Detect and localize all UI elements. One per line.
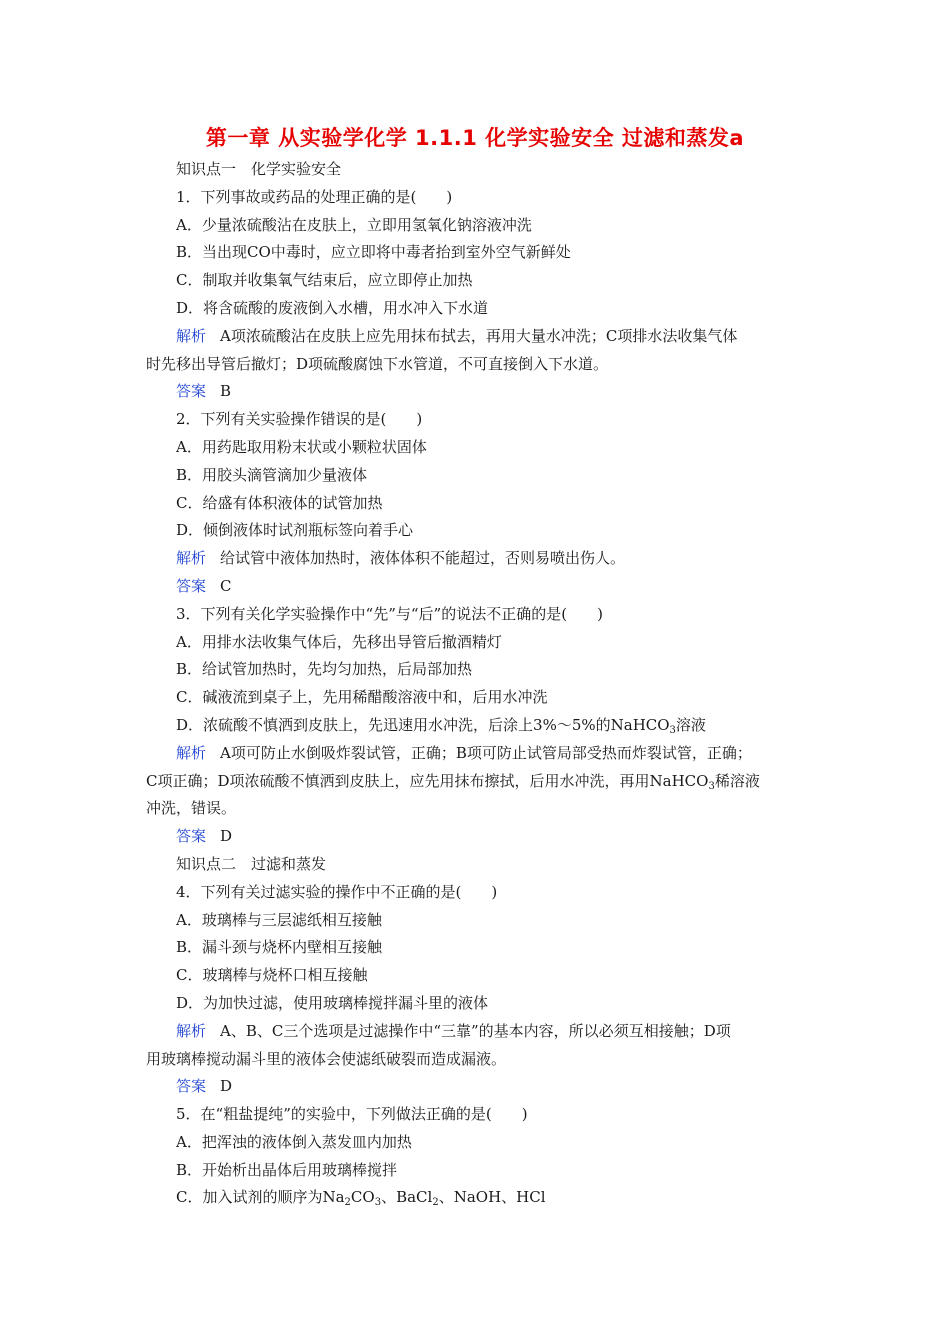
explanation-line: 解析 给试管中液体加热时，液体体积不能超过，否则易喷出伤人。 (176, 549, 626, 568)
explanation-line: C项正确；D项浓硫酸不慎洒到皮肤上，应先用抹布擦拭，后用水冲洗，再用NaHCO$_3$稀溶液 (146, 771, 760, 792)
answer-line: 答案 D (176, 827, 233, 846)
option: D．将含硫酸的废液倒入水槽，用水冲入下水道 (176, 298, 489, 317)
explanation-line: 解析 A、B、C三个选项是过滤操作中“三靠”的基本内容，所以必须互相接触；D项 (176, 1021, 731, 1040)
option: B．当出现CO中毒时，应立即将中毒者抬到室外空气新鲜处 (176, 243, 571, 262)
explanation-label: 解析 (176, 743, 207, 762)
answer-label: 答案 (176, 382, 207, 401)
question-stem: 3．下列有关化学实验操作中“先”与“后”的说法不正确的是( ) (176, 604, 603, 623)
explanation-line: 冲洗，错误。 (146, 799, 237, 818)
question-stem: 2．下列有关实验操作错误的是( ) (176, 410, 423, 429)
option: D．倾倒液体时试剂瓶标签向着手心 (176, 521, 414, 540)
document-title: 第一章 从实验学化学 1.1.1 化学实验安全 过滤和蒸发a (205, 126, 745, 150)
explanation-line: 解析 A项可防止水倒吸炸裂试管，正确；B项可防止试管局部受热而炸裂试管，正确； (176, 743, 752, 762)
option: A．用药匙取用粉末状或小颗粒状固体 (176, 437, 427, 456)
option: C．给盛有体积液体的试管加热 (176, 493, 383, 512)
explanation-line: 用玻璃棒搅动漏斗里的液体会使滤纸破裂而造成漏液。 (146, 1049, 507, 1068)
section-heading: 知识点一 化学实验安全 (176, 160, 342, 178)
explanation-line: 时先移出导管后撤灯；D项硫酸腐蚀下水管道，不可直接倒入下水道。 (146, 354, 609, 373)
option: A．用排水法收集气体后，先移出导管后撤酒精灯 (176, 632, 502, 651)
option: C．玻璃棒与烧杯口相互接触 (176, 966, 368, 985)
option: D．浓硫酸不慎洒到皮肤上，先迅速用水冲洗，后涂上3%～5%的NaHCO$_3$溶液 (176, 715, 706, 736)
option: A．少量浓硫酸沾在皮肤上，立即用氢氧化钠溶液冲洗 (176, 215, 532, 234)
explanation-label: 解析 (176, 549, 207, 568)
explanation-line: 解析 A项浓硫酸沾在皮肤上应先用抹布拭去，再用大量水冲洗；C项排水法收集气体 (176, 326, 738, 345)
question-stem: 1．下列事故或药品的处理正确的是( ) (176, 187, 453, 206)
option: D．为加快过滤，使用玻璃棒搅拌漏斗里的液体 (176, 993, 489, 1012)
option: A．玻璃棒与三层滤纸相互接触 (176, 910, 382, 929)
answer-label: 答案 (176, 827, 207, 846)
option: C．碱液流到桌子上，先用稀醋酸溶液中和，后用水冲洗 (176, 688, 548, 707)
option: B．给试管加热时，先均匀加热，后局部加热 (176, 660, 473, 679)
answer-label: 答案 (176, 576, 207, 595)
explanation-label: 解析 (176, 326, 207, 345)
option: B．开始析出晶体后用玻璃棒搅拌 (176, 1160, 398, 1179)
answer-line: 答案 C (176, 576, 232, 595)
answer-line: 答案 B (176, 382, 232, 401)
option: B．用胶头滴管滴加少量液体 (176, 465, 368, 484)
option: A．把浑浊的液体倒入蒸发皿内加热 (176, 1132, 412, 1151)
section-heading: 知识点二 过滤和蒸发 (176, 854, 327, 873)
option: B．漏斗颈与烧杯内壁相互接触 (176, 938, 383, 957)
explanation-label: 解析 (176, 1021, 207, 1040)
question-stem: 5．在“粗盐提纯”的实验中，下列做法正确的是( ) (176, 1105, 528, 1124)
document-body (146, 156, 808, 1212)
option: C．制取并收集氧气结束后，应立即停止加热 (176, 271, 473, 290)
answer-label: 答案 (176, 1077, 207, 1096)
question-stem: 4．下列有关过滤实验的操作中不正确的是( ) (176, 882, 498, 901)
answer-line: 答案 D (176, 1077, 233, 1096)
option: C．加入试剂的顺序为$Na_2CO_3$、BaCl$_2$、NaOH、HCl (176, 1188, 546, 1209)
